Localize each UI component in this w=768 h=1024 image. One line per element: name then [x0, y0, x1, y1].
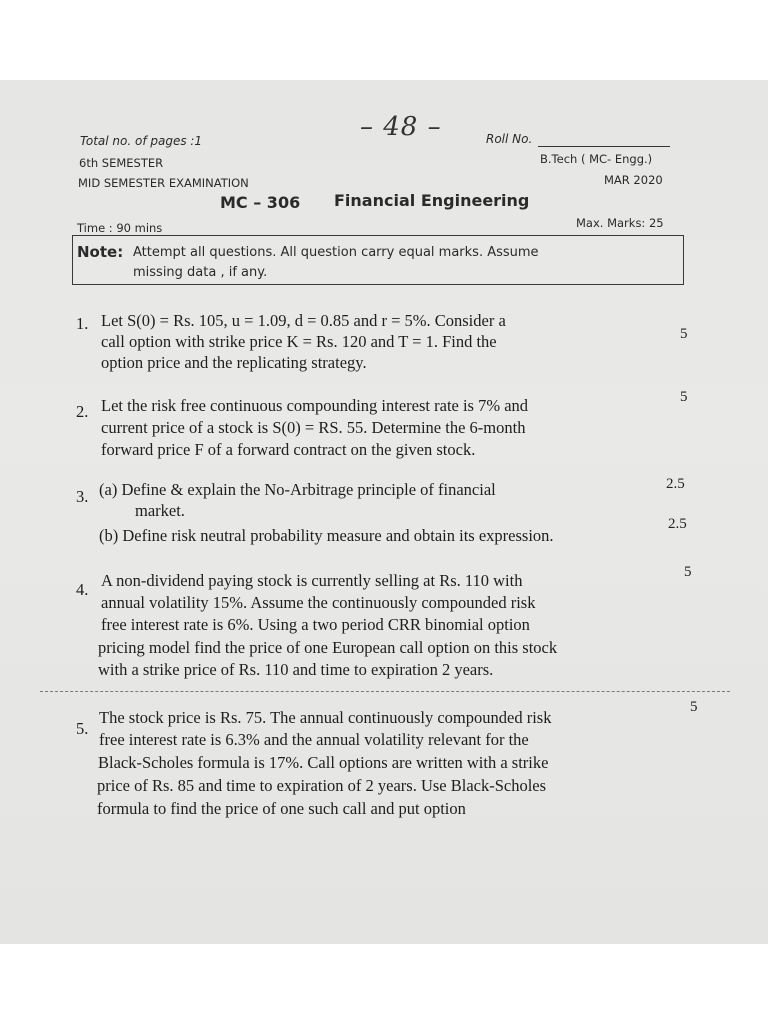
question-2-number: 2.: [76, 402, 89, 421]
question-2-line: forward price F of a forward contract on the given stock.: [101, 440, 476, 459]
note-label: Note:: [77, 243, 124, 261]
question-2-marks: 5: [680, 389, 688, 405]
question-1-line: call option with strike price K = Rs. 120 and T = 1. Find the: [101, 332, 497, 351]
roll-no-label: Roll No.: [486, 132, 533, 146]
question-5-number: 5.: [76, 719, 89, 738]
question-2-line: current price of a stock is S(0) = RS. 55. Determine the 6-month: [101, 418, 526, 437]
dashed-fold-line: [40, 691, 730, 692]
exam-type: MID SEMESTER EXAMINATION: [78, 176, 249, 190]
exam-paper: [0, 80, 768, 944]
course-title: Financial Engineering: [334, 191, 530, 210]
handwritten-number: – 48 –: [360, 112, 442, 142]
question-1-number: 1.: [76, 314, 89, 333]
question-2-line: Let the risk free continuous compounding interest rate is 7% and: [101, 396, 529, 415]
question-4-line: annual volatility 15%. Assume the continuously compounded risk: [101, 593, 536, 612]
question-4-marks: 5: [684, 564, 692, 580]
exam-time: Time : 90 mins: [77, 221, 163, 235]
question-1-line: option price and the replicating strategy.: [101, 353, 367, 372]
question-5-line: price of Rs. 85 and time to expiration of 2 years. Use Black-Scholes: [97, 776, 547, 795]
question-3a-marks: 2.5: [666, 476, 685, 492]
course-code: MC – 306: [220, 193, 301, 212]
question-4-number: 4.: [76, 580, 89, 599]
exam-date: MAR 2020: [604, 173, 663, 187]
question-5-line: The stock price is Rs. 75. The annual continuously compounded risk: [99, 708, 552, 727]
max-marks: Max. Marks: 25: [576, 216, 664, 230]
question-5-marks: 5: [690, 699, 698, 715]
question-3a-line: market.: [135, 501, 185, 520]
question-1-marks: 5: [680, 326, 688, 342]
question-4-line: pricing model find the price of one European call option on this stock: [98, 638, 558, 657]
question-3b-line: (b) Define risk neutral probability measure and obtain its expression.: [99, 526, 554, 545]
question-5-line: free interest rate is 6.3% and the annual volatility relevant for the: [99, 730, 529, 749]
question-3a-line: (a) Define & explain the No-Arbitrage principle of financial: [99, 480, 496, 499]
program: B.Tech ( MC- Engg.): [540, 152, 653, 166]
total-pages: Total no. of pages :1: [80, 134, 203, 148]
question-5-line: formula to find the price of one such call and put option: [97, 799, 466, 818]
note-text-line2: missing data , if any.: [133, 265, 268, 280]
question-3-number: 3.: [76, 487, 89, 506]
question-4-line: with a strike price of Rs. 110 and time to expiration 2 years.: [98, 660, 494, 679]
question-1-line: Let S(0) = Rs. 105, u = 1.09, d = 0.85 and r = 5%. Consider a: [101, 311, 506, 330]
semester: 6th SEMESTER: [79, 156, 164, 170]
note-text-line1: Attempt all questions. All question carry equal marks. Assume: [133, 245, 539, 260]
question-3b-marks: 2.5: [668, 516, 687, 532]
question-4-line: A non-dividend paying stock is currently selling at Rs. 110 with: [101, 571, 523, 590]
roll-no-line: [538, 146, 670, 147]
question-5-line: Black-Scholes formula is 17%. Call options are written with a strike: [98, 753, 549, 772]
question-4-line: free interest rate is 6%. Using a two period CRR binomial option: [101, 615, 530, 634]
